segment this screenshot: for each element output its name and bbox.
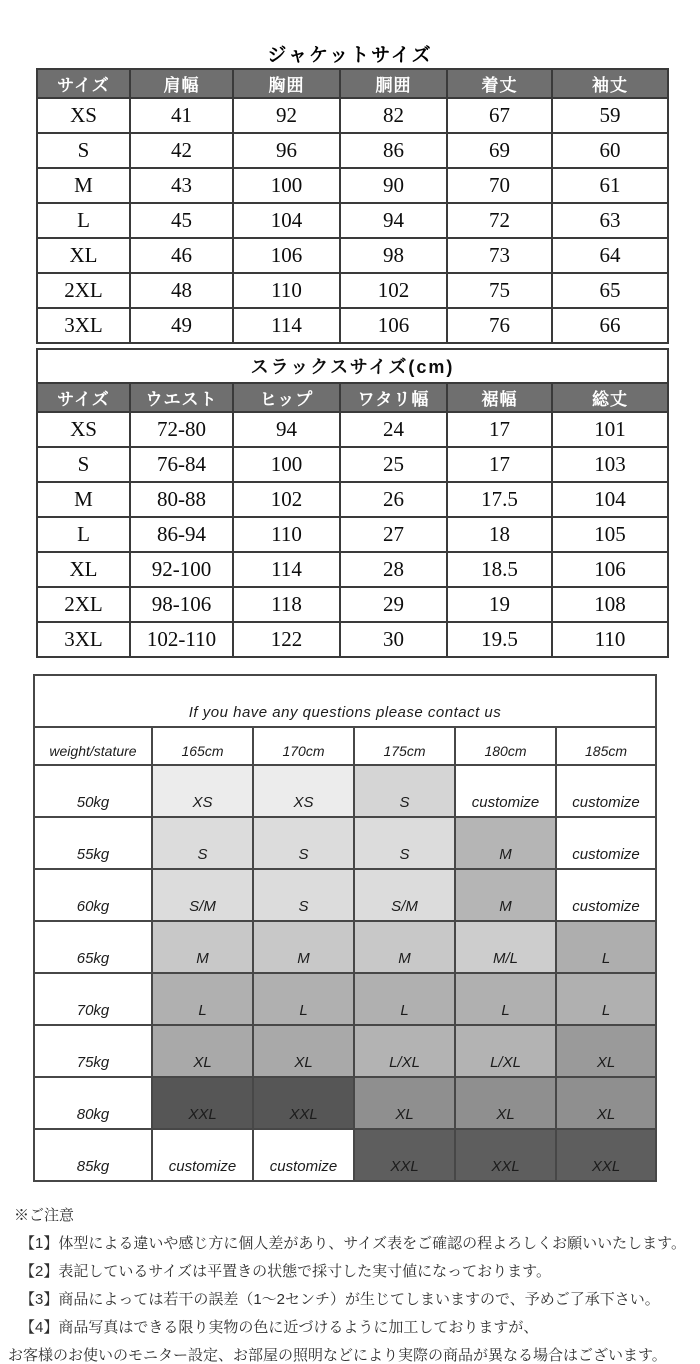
- cell: M: [455, 869, 556, 921]
- cell: 63: [552, 203, 668, 238]
- notes-section: [8, 1207, 700, 1364]
- cell: customize: [455, 765, 556, 817]
- column-header: 165cm: [152, 727, 253, 765]
- notes-heading: ※ご注意: [14, 1207, 75, 1224]
- column-header: 肩幅: [130, 69, 233, 98]
- slacks-table-title: スラックスサイズ(cm): [37, 349, 668, 383]
- cell: 29: [340, 587, 447, 622]
- cell: XL: [37, 238, 130, 273]
- cell: 92-100: [130, 552, 233, 587]
- fit-table-title: If you have any questions please contact us: [34, 675, 656, 727]
- column-header: 総丈: [552, 383, 668, 412]
- cell: customize: [556, 869, 656, 921]
- cell: 118: [233, 587, 340, 622]
- fit-row: [34, 1025, 656, 1077]
- cell: 72-80: [130, 412, 233, 447]
- cell: 106: [552, 552, 668, 587]
- cell: customize: [556, 765, 656, 817]
- cell: 108: [552, 587, 668, 622]
- cell: 2XL: [37, 587, 130, 622]
- cell: 98-106: [130, 587, 233, 622]
- fit-row: [34, 869, 656, 921]
- cell: customize: [152, 1129, 253, 1181]
- cell: M: [37, 482, 130, 517]
- cell: XL: [556, 1077, 656, 1129]
- cell: 106: [233, 238, 340, 273]
- cell: 65: [552, 273, 668, 308]
- cell: 72: [447, 203, 552, 238]
- cell: 96: [233, 133, 340, 168]
- cell: 27: [340, 517, 447, 552]
- fit-row: [34, 1077, 656, 1129]
- cell: 103: [552, 447, 668, 482]
- fit-row: [34, 921, 656, 973]
- note-line: 【3】商品によっては若干の誤差（1～2センチ）が生じてしまいますので、予めご了承下さい。: [20, 1291, 660, 1308]
- cell: 42: [130, 133, 233, 168]
- column-header: ウエスト: [130, 383, 233, 412]
- cell: 26: [340, 482, 447, 517]
- cell: 41: [130, 98, 233, 133]
- cell: 73: [447, 238, 552, 273]
- column-header: ワタリ幅: [340, 383, 447, 412]
- row-label: 85kg: [34, 1129, 152, 1181]
- table-row: [37, 203, 668, 238]
- cell: 102: [340, 273, 447, 308]
- cell: 3XL: [37, 308, 130, 343]
- column-header: 170cm: [253, 727, 354, 765]
- cell: 66: [552, 308, 668, 343]
- cell: XXL: [556, 1129, 656, 1181]
- cell: 98: [340, 238, 447, 273]
- table-row: [37, 412, 668, 447]
- column-header: 胴囲: [340, 69, 447, 98]
- cell: 75: [447, 273, 552, 308]
- cell: 30: [340, 622, 447, 657]
- cell: 90: [340, 168, 447, 203]
- cell: 43: [130, 168, 233, 203]
- row-label: 65kg: [34, 921, 152, 973]
- cell: XXL: [455, 1129, 556, 1181]
- cell: 82: [340, 98, 447, 133]
- cell: XS: [253, 765, 354, 817]
- column-header: ヒップ: [233, 383, 340, 412]
- cell: XL: [455, 1077, 556, 1129]
- cell: 49: [130, 308, 233, 343]
- cell: M: [354, 921, 455, 973]
- cell: S: [37, 133, 130, 168]
- table-row: [37, 517, 668, 552]
- column-header: 185cm: [556, 727, 656, 765]
- cell: 86: [340, 133, 447, 168]
- cell: 18.5: [447, 552, 552, 587]
- cell: M/L: [455, 921, 556, 973]
- column-header: 袖丈: [552, 69, 668, 98]
- cell: XL: [556, 1025, 656, 1077]
- cell: 100: [233, 168, 340, 203]
- cell: 104: [233, 203, 340, 238]
- row-label: 80kg: [34, 1077, 152, 1129]
- cell: M: [152, 921, 253, 973]
- cell: L/XL: [354, 1025, 455, 1077]
- row-label: 75kg: [34, 1025, 152, 1077]
- cell: 24: [340, 412, 447, 447]
- cell: 61: [552, 168, 668, 203]
- row-label: 60kg: [34, 869, 152, 921]
- row-label: 50kg: [34, 765, 152, 817]
- cell: 3XL: [37, 622, 130, 657]
- cell: 94: [233, 412, 340, 447]
- table-row: [37, 168, 668, 203]
- cell: 48: [130, 273, 233, 308]
- table-row: [37, 622, 668, 657]
- column-header: 175cm: [354, 727, 455, 765]
- cell: S/M: [354, 869, 455, 921]
- note-line: 【4】商品写真はできる限り実物の色に近づけるように加工しておりますが、: [20, 1319, 539, 1336]
- column-header: weight/stature: [34, 727, 152, 765]
- fit-row: [34, 1129, 656, 1181]
- cell: S/M: [152, 869, 253, 921]
- cell: 69: [447, 133, 552, 168]
- cell: 46: [130, 238, 233, 273]
- cell: 59: [552, 98, 668, 133]
- cell: 105: [552, 517, 668, 552]
- cell: 19: [447, 587, 552, 622]
- slacks-title-row: [37, 349, 668, 383]
- cell: S: [253, 869, 354, 921]
- cell: 94: [340, 203, 447, 238]
- table-row: [37, 552, 668, 587]
- cell: 67: [447, 98, 552, 133]
- fit-row: [34, 817, 656, 869]
- cell: customize: [556, 817, 656, 869]
- cell: 17: [447, 447, 552, 482]
- table-row: [37, 308, 668, 343]
- cell: 100: [233, 447, 340, 482]
- column-header: 裾幅: [447, 383, 552, 412]
- table-row: [37, 587, 668, 622]
- cell: XL: [152, 1025, 253, 1077]
- fit-row: [34, 765, 656, 817]
- note-line: お客様のお使いのモニター設定、お部屋の照明などにより実際の商品が異なる場合はございます。: [8, 1347, 667, 1364]
- cell: L: [455, 973, 556, 1025]
- jacket-header-row: [37, 69, 668, 98]
- cell: 110: [552, 622, 668, 657]
- cell: 114: [233, 552, 340, 587]
- cell: S: [37, 447, 130, 482]
- cell: 76: [447, 308, 552, 343]
- cell: XS: [152, 765, 253, 817]
- table-row: [37, 98, 668, 133]
- table-row: [37, 238, 668, 273]
- cell: 106: [340, 308, 447, 343]
- cell: XL: [354, 1077, 455, 1129]
- cell: 64: [552, 238, 668, 273]
- cell: M: [253, 921, 354, 973]
- column-header: 胸囲: [233, 69, 340, 98]
- cell: XS: [37, 98, 130, 133]
- row-label: 55kg: [34, 817, 152, 869]
- cell: M: [37, 168, 130, 203]
- row-label: 70kg: [34, 973, 152, 1025]
- column-header: 着丈: [447, 69, 552, 98]
- cell: XXL: [253, 1077, 354, 1129]
- slacks-size-table: [36, 348, 669, 658]
- fit-title-row: [34, 675, 656, 727]
- cell: S: [354, 817, 455, 869]
- table-row: [37, 133, 668, 168]
- cell: 45: [130, 203, 233, 238]
- table-row: [37, 482, 668, 517]
- cell: 76-84: [130, 447, 233, 482]
- note-line: 【1】体型による違いや感じ方に個人差があり、サイズ表をご確認の程よろしくお願いいたします。: [20, 1235, 686, 1252]
- cell: L: [354, 973, 455, 1025]
- note-line: 【2】表記しているサイズは平置きの状態で採寸した実寸値になっております。: [20, 1263, 551, 1280]
- cell: 18: [447, 517, 552, 552]
- cell: S: [152, 817, 253, 869]
- cell: S: [354, 765, 455, 817]
- cell: 60: [552, 133, 668, 168]
- cell: XXL: [354, 1129, 455, 1181]
- cell: 110: [233, 273, 340, 308]
- cell: S: [253, 817, 354, 869]
- cell: L: [37, 517, 130, 552]
- fit-header-row: [34, 727, 656, 765]
- jacket-table-title: ジャケットサイズ: [267, 45, 433, 66]
- cell: M: [455, 817, 556, 869]
- cell: 86-94: [130, 517, 233, 552]
- cell: L: [556, 973, 656, 1025]
- cell: 92: [233, 98, 340, 133]
- cell: L: [556, 921, 656, 973]
- cell: 122: [233, 622, 340, 657]
- cell: 17.5: [447, 482, 552, 517]
- cell: L: [37, 203, 130, 238]
- fit-row: [34, 973, 656, 1025]
- cell: L/XL: [455, 1025, 556, 1077]
- cell: 110: [233, 517, 340, 552]
- column-header: 180cm: [455, 727, 556, 765]
- table-row: [37, 447, 668, 482]
- cell: L: [152, 973, 253, 1025]
- cell: 104: [552, 482, 668, 517]
- cell: 19.5: [447, 622, 552, 657]
- cell: customize: [253, 1129, 354, 1181]
- column-header: サイズ: [37, 69, 130, 98]
- slacks-header-row: [37, 383, 668, 412]
- cell: L: [253, 973, 354, 1025]
- cell: XL: [253, 1025, 354, 1077]
- cell: 25: [340, 447, 447, 482]
- cell: 2XL: [37, 273, 130, 308]
- column-header: サイズ: [37, 383, 130, 412]
- cell: 114: [233, 308, 340, 343]
- cell: XL: [37, 552, 130, 587]
- jacket-size-table: [36, 68, 669, 344]
- cell: 101: [552, 412, 668, 447]
- cell: 102-110: [130, 622, 233, 657]
- cell: 70: [447, 168, 552, 203]
- cell: XXL: [152, 1077, 253, 1129]
- cell: 80-88: [130, 482, 233, 517]
- fit-guide-table: [33, 674, 657, 1182]
- cell: 102: [233, 482, 340, 517]
- cell: 17: [447, 412, 552, 447]
- table-row: [37, 273, 668, 308]
- cell: XS: [37, 412, 130, 447]
- cell: 28: [340, 552, 447, 587]
